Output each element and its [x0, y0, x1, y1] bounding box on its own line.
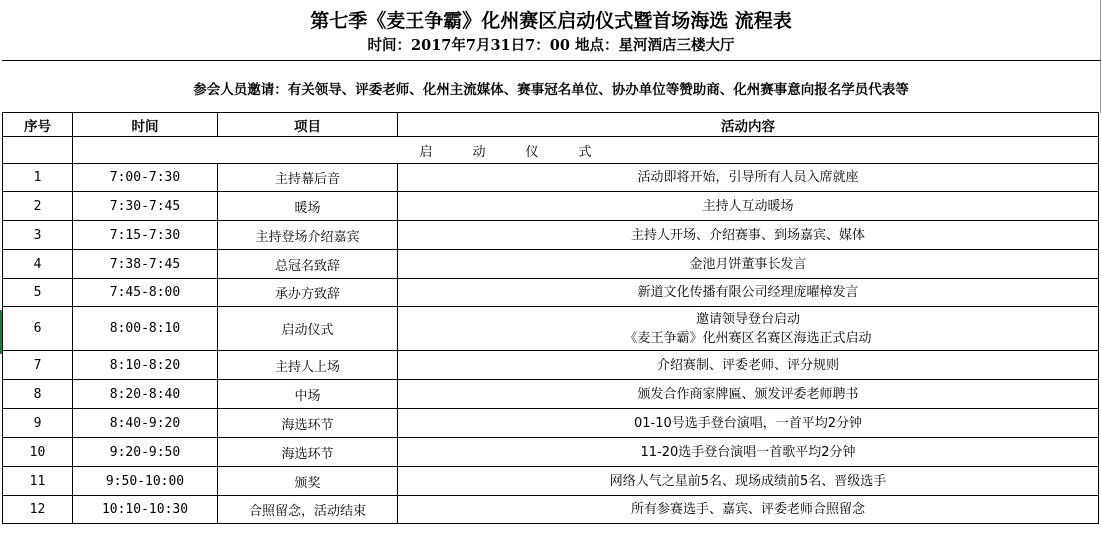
row-number[interactable]: 11 [3, 467, 73, 496]
table-row [3, 467, 1099, 496]
row-content[interactable] [398, 307, 1099, 351]
row-content[interactable]: 01-10号选手登台演唱，一首平均2分钟 [398, 409, 1099, 438]
section-row [3, 137, 1099, 164]
row-number[interactable]: 2 [3, 192, 73, 221]
row-time[interactable]: 9:50-10:00 [73, 467, 218, 496]
row-time[interactable]: 7:45-8:00 [73, 279, 218, 307]
row-content[interactable]: 活动即将开始，引导所有人员入席就座 [398, 164, 1099, 192]
header-no[interactable]: 序号 [3, 113, 73, 137]
row-item[interactable]: 暖场 [218, 192, 398, 221]
row-time[interactable]: 7:30-7:45 [73, 192, 218, 221]
table-row [3, 221, 1099, 250]
row-number[interactable]: 7 [3, 351, 73, 380]
row-content[interactable]: 11-20选手登台演唱一首歌平均2分钟 [398, 438, 1099, 467]
row-item[interactable]: 主持登场介绍嘉宾 [218, 221, 398, 250]
schedule-table [2, 112, 1099, 524]
row-content-line-2: 《麦王争霸》化州赛区名赛区海选正式启动 [624, 330, 872, 346]
row-time[interactable]: 7:38-7:45 [73, 250, 218, 279]
sheet-subtitle[interactable]: 时间：2017年7月31日7：00 地点：星河酒店三楼大厅 [367, 37, 735, 54]
row-content[interactable]: 网络人气之星前5名、现场成绩前5名、晋级选手 [398, 467, 1099, 496]
row-content[interactable]: 所有参赛选手、嘉宾、评委老师合照留念 [398, 496, 1099, 524]
row-number[interactable]: 8 [3, 380, 73, 409]
row-number[interactable]: 9 [3, 409, 73, 438]
row-item[interactable]: 启动仪式 [218, 307, 398, 351]
row-time[interactable]: 8:00-8:10 [73, 307, 218, 351]
row-number[interactable]: 1 [3, 164, 73, 192]
row-item[interactable]: 海选环节 [218, 409, 398, 438]
attendees-cell[interactable] [2, 60, 1101, 113]
row-number[interactable]: 6 [3, 307, 73, 351]
row-time[interactable]: 8:10-8:20 [73, 351, 218, 380]
table-row [3, 279, 1099, 307]
table-row [3, 164, 1099, 192]
row-number[interactable]: 10 [3, 438, 73, 467]
row-item[interactable]: 主持人上场 [218, 351, 398, 380]
row-time[interactable]: 8:20-8:40 [73, 380, 218, 409]
row-item[interactable]: 颁奖 [218, 467, 398, 496]
table-row [3, 307, 1099, 351]
table-row [3, 192, 1099, 221]
row-time[interactable]: 10:10-10:30 [73, 496, 218, 524]
header-item[interactable]: 项目 [218, 113, 398, 137]
row-item[interactable]: 总冠名致辞 [218, 250, 398, 279]
row-item[interactable]: 中场 [218, 380, 398, 409]
table-row [3, 438, 1099, 467]
sheet-header [2, 0, 1101, 60]
row-content[interactable]: 主持人互动暖场 [398, 192, 1099, 221]
row-time[interactable]: 7:00-7:30 [73, 164, 218, 192]
attendees-text: 参会人员邀请：有关领导、评委老师、化州主流媒体、赛事冠名单位、协办单位等赞助商、化州赛事意向报名学员代表等 [193, 82, 909, 98]
row-time[interactable]: 9:20-9:50 [73, 438, 218, 467]
row-content[interactable]: 新道文化传播有限公司经理庞曜樟发言 [398, 279, 1099, 307]
row-number[interactable]: 5 [3, 279, 73, 307]
row-content[interactable]: 颁发合作商家牌匾、颁发评委老师聘书 [398, 380, 1099, 409]
section-banner[interactable]: 启动仪式 [73, 137, 1099, 164]
section-blank-cell[interactable] [3, 137, 73, 164]
table-row [3, 250, 1099, 279]
table-row [3, 496, 1099, 524]
table-row [3, 380, 1099, 409]
row-number[interactable]: 12 [3, 496, 73, 524]
sheet-title[interactable]: 第七季《麦王争霸》化州赛区启动仪式暨首场海选 流程表 [310, 10, 792, 32]
row-content-line-1: 邀请领导登台启动 [695, 311, 800, 327]
row-content[interactable]: 介绍赛制、评委老师、评分规则 [398, 351, 1099, 380]
row-content[interactable]: 主持人开场、介绍赛事、到场嘉宾、媒体 [398, 221, 1099, 250]
table-row [3, 409, 1099, 438]
row-number[interactable]: 3 [3, 221, 73, 250]
row-item[interactable]: 海选环节 [218, 438, 398, 467]
row-item[interactable]: 合照留念，活动结束 [218, 496, 398, 524]
row-time[interactable]: 8:40-9:20 [73, 409, 218, 438]
table-row [3, 351, 1099, 380]
header-time[interactable]: 时间 [73, 113, 218, 137]
row-number[interactable]: 4 [3, 250, 73, 279]
row-time[interactable]: 7:15-7:30 [73, 221, 218, 250]
row-item[interactable]: 主持幕后音 [218, 164, 398, 192]
row-content[interactable]: 金池月饼董事长发言 [398, 250, 1099, 279]
header-row [3, 113, 1099, 137]
row-item[interactable]: 承办方致辞 [218, 279, 398, 307]
header-content[interactable]: 活动内容 [398, 113, 1099, 137]
